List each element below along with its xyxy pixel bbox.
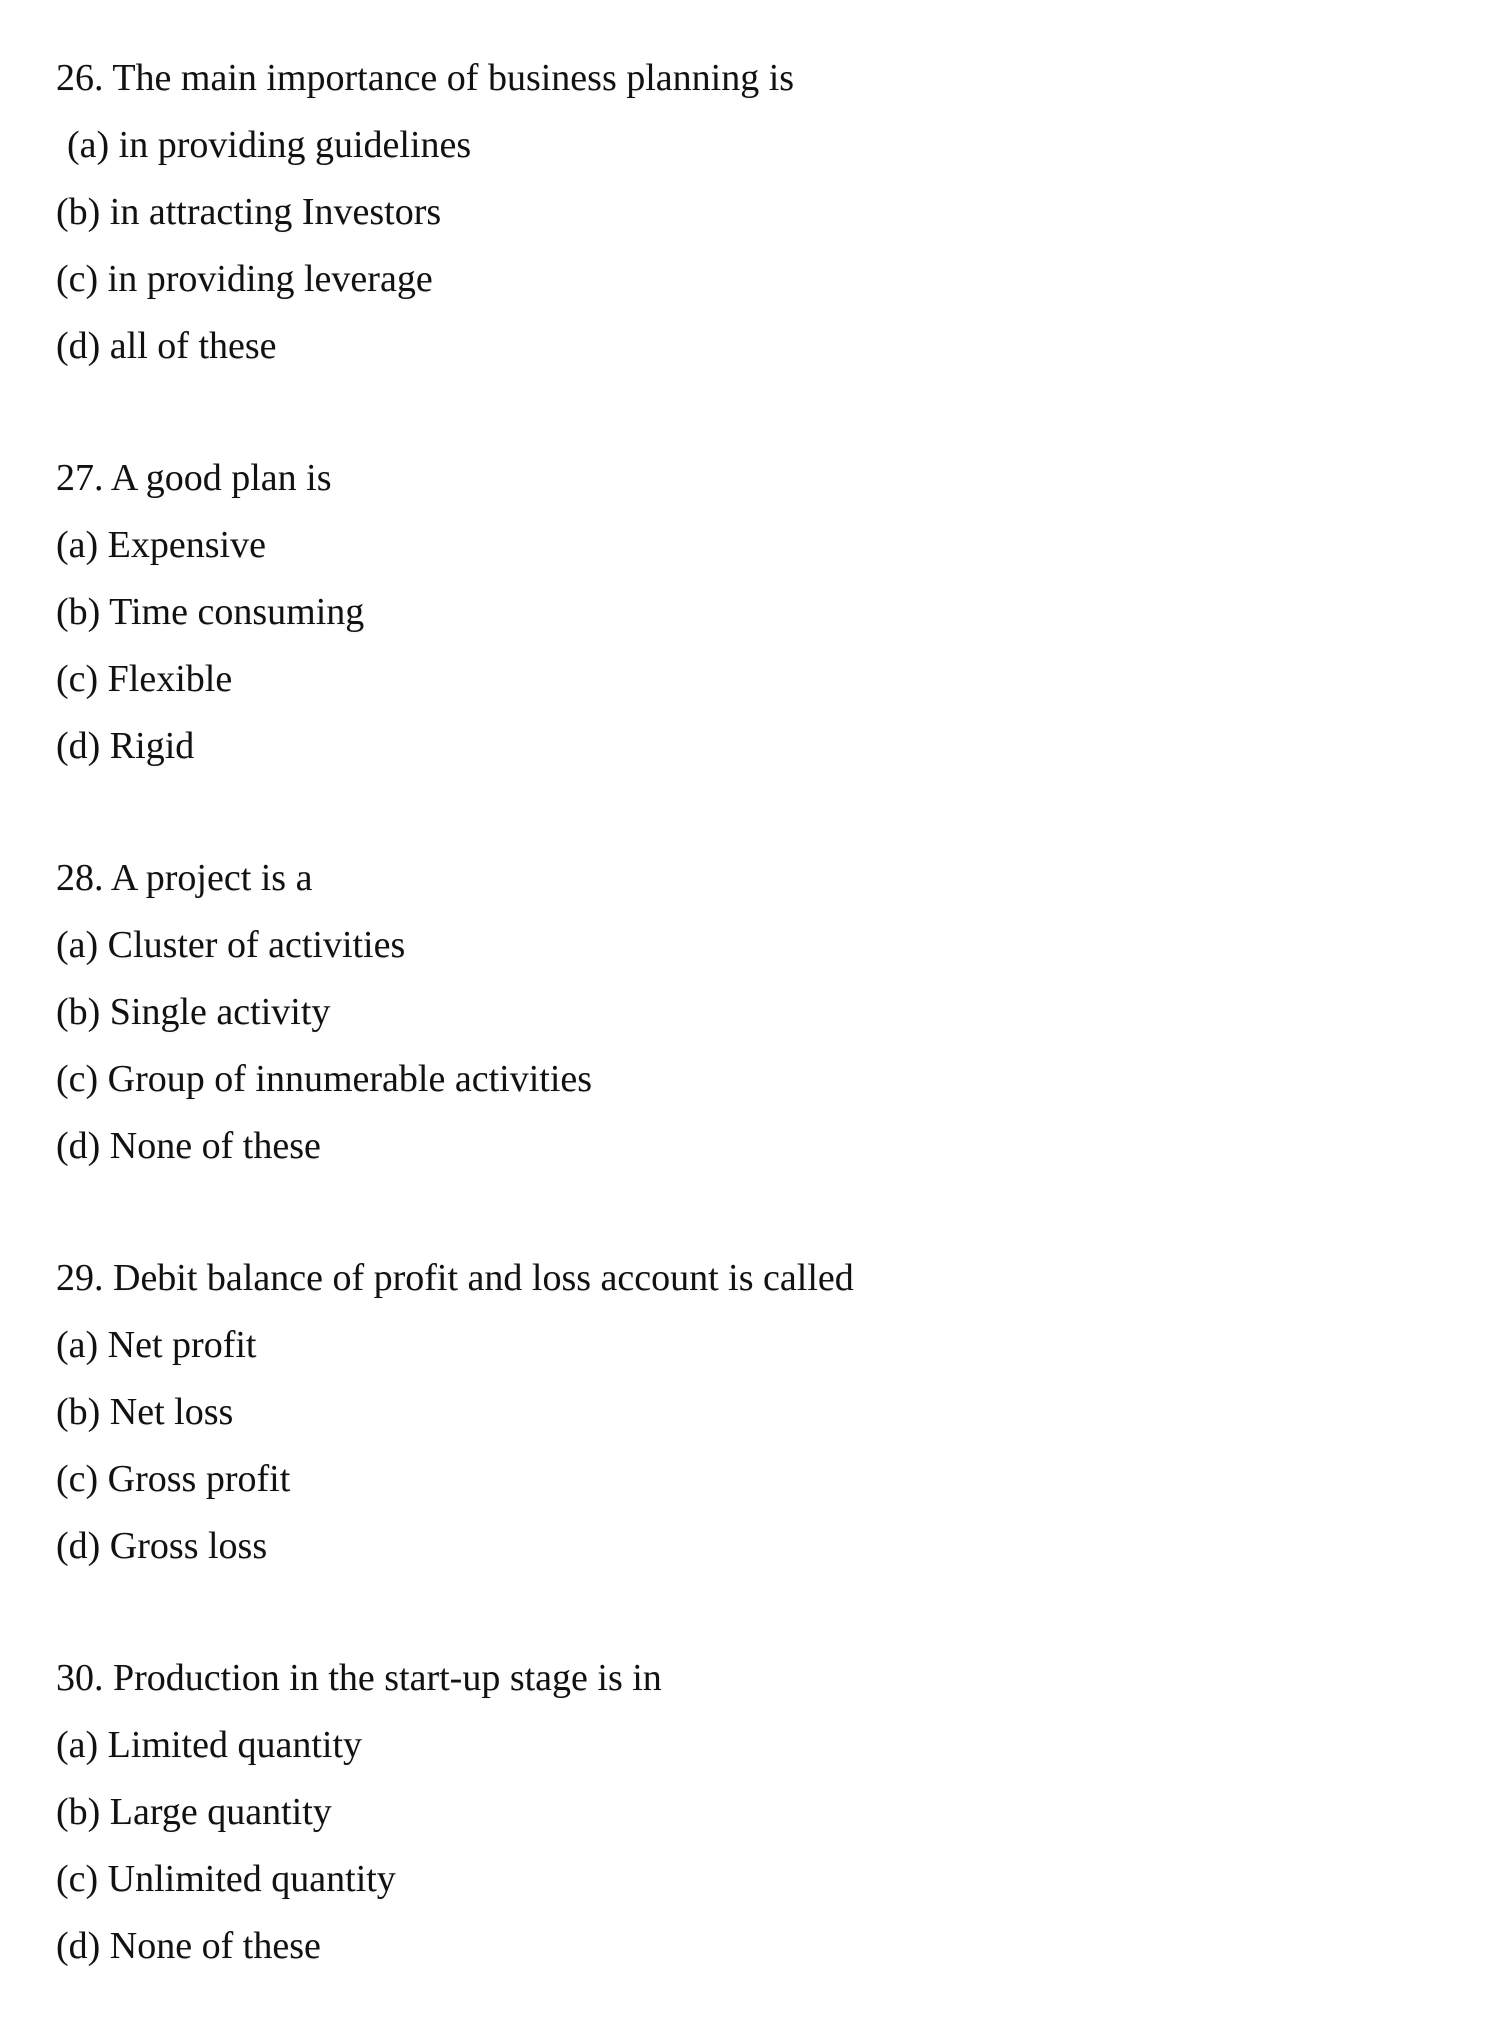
question-28 <box>56 845 1456 1180</box>
option-d: (d) None of these <box>56 1125 321 1167</box>
option-a: (a) Limited quantity <box>56 1724 363 1766</box>
option-a: (a) Cluster of activities <box>56 924 406 966</box>
option-c: (c) Flexible <box>56 658 233 700</box>
option-c: (c) in providing leverage <box>56 258 433 300</box>
question-stem: 30. Production in the start-up stage is in <box>56 1657 662 1699</box>
option-a: (a) Net profit <box>56 1324 257 1366</box>
question-stem: 29. Debit balance of profit and loss account is called <box>56 1257 854 1299</box>
question-stem: 28. A project is a <box>56 857 313 899</box>
question-29 <box>56 1245 1456 1580</box>
option-b: (b) in attracting Investors <box>56 191 442 233</box>
question-26 <box>56 45 1456 380</box>
question-stem: 26. The main importance of business planning is <box>56 57 795 99</box>
question-stem: 27. A good plan is <box>56 457 332 499</box>
option-d: (d) all of these <box>56 325 277 367</box>
option-d: (d) Gross loss <box>56 1525 268 1567</box>
option-b: (b) Large quantity <box>56 1791 332 1833</box>
option-b: (b) Single activity <box>56 991 331 1033</box>
option-b: (b) Time consuming <box>56 591 365 633</box>
option-d: (d) Rigid <box>56 725 195 767</box>
question-30 <box>56 1645 1456 1980</box>
option-a: (a) in providing guidelines <box>67 124 472 166</box>
option-b: (b) Net loss <box>56 1391 234 1433</box>
option-d: (d) None of these <box>56 1925 321 1967</box>
option-c: (c) Group of innumerable activities <box>56 1058 593 1100</box>
question-27 <box>56 445 1456 780</box>
option-c: (c) Gross profit <box>56 1458 291 1500</box>
option-c: (c) Unlimited quantity <box>56 1858 396 1900</box>
option-a: (a) Expensive <box>56 524 266 566</box>
